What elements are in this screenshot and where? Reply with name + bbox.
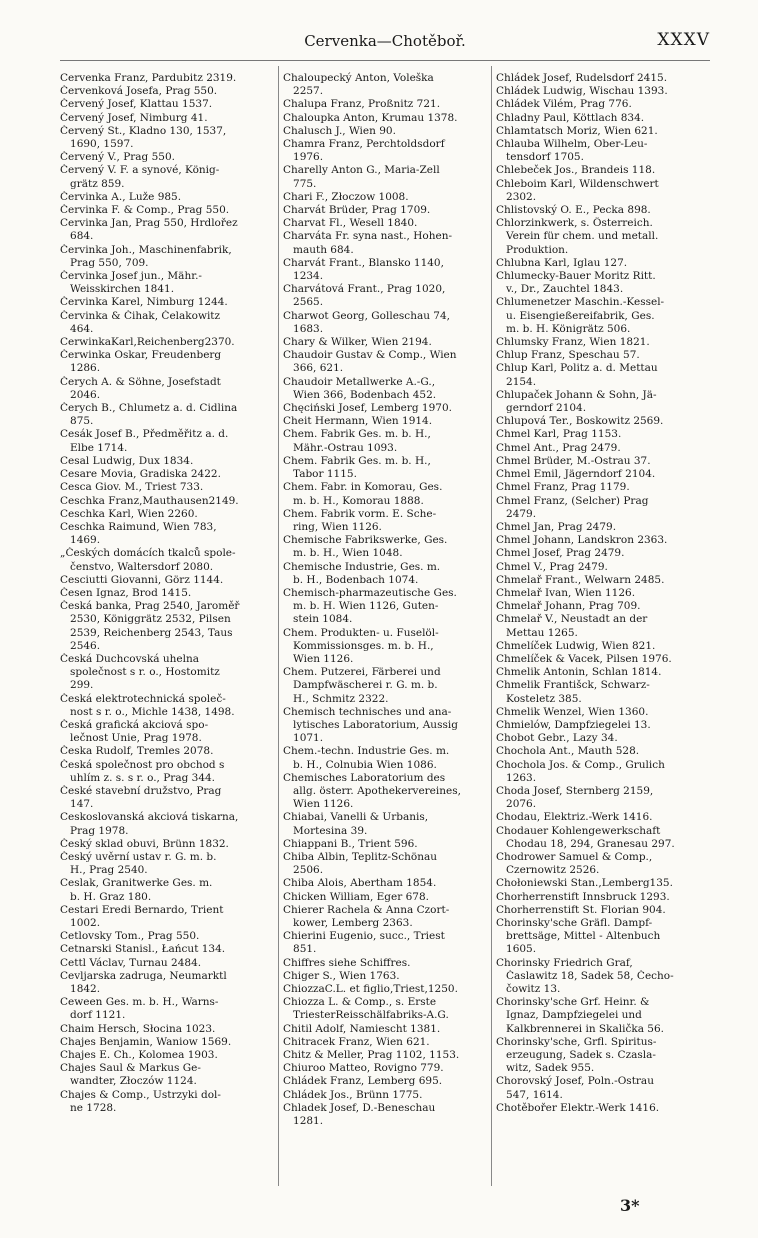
entry-line: Cheit Hermann, Wien 1914. (283, 415, 433, 428)
entry-line: Chmel V., Prag 2479. (496, 560, 608, 573)
entry-line: Červinka F. & Comp., Prag 550. (60, 204, 230, 217)
entry-line: Chmelik Wenzel, Wien 1360. (496, 705, 649, 718)
entry-line: Červinka Karel, Nimburg 1244. (60, 296, 228, 309)
entry-line: Červený Josef, Klattau 1537. (60, 98, 213, 111)
entry-line: wandter, Złoczów 1124. (60, 1075, 197, 1088)
entry-line: Chorinsky'sche Grf. Heinr. & (496, 996, 650, 1009)
entry-line: Cevljarska zadruga, Neumarktl (60, 969, 227, 982)
entry-line: Červenková Josefa, Prag 550. (60, 85, 218, 98)
entry-line: 1071. (283, 732, 324, 745)
entry-line: Chiozza L. & Comp., s. Erste (283, 996, 437, 1009)
entry-line: Cesal Ludwig, Dux 1834. (60, 454, 194, 467)
entry-line: Chaloupecký Anton, Voleška (283, 72, 434, 84)
entry-line: 147. (60, 798, 94, 811)
entry-line: Wien 366, Bodenbach 452. (283, 388, 437, 401)
entry-line: Chlup Franz, Speschau 57. (496, 349, 640, 362)
entry-line: Chochola Ant., Mauth 528. (496, 745, 640, 758)
entry-line: Chicken William, Eger 678. (283, 890, 429, 903)
entry-line: ChiozzaC.L. et figlio,Triest,1250. (283, 983, 458, 996)
entry-line: m. b. H. Königrätz 506. (496, 322, 631, 335)
entry-line: Chierini Eugenio, succ., Triest (283, 930, 445, 943)
entry-line: Chmel Josef, Prag 2479. (496, 547, 625, 560)
entry-line: Červinka Joh., Maschinenfabrik, (60, 243, 232, 256)
entry-line: Ceschka Raimund, Wien 783, (60, 520, 217, 533)
entry-line: Ignaz, Dampfziegelei und (496, 1009, 642, 1022)
entry-line: 2046. (60, 388, 101, 401)
entry-line: Červinka & Čihak, Čelakowitz (60, 309, 221, 322)
entry-line: 299. (60, 679, 94, 692)
entry-line: Chiba Albin, Teplitz-Schönau (283, 850, 438, 863)
entry-line: Červinka A., Luže 985. (60, 190, 182, 203)
entry-line: 2530, Königgrätz 2532, Pilsen (60, 613, 231, 626)
entry-line: Chajes & Comp., Ustrzyki dol- (60, 1088, 221, 1101)
entry-line: Chemisch technisches und ana- (283, 705, 452, 718)
entry-line: Charvátová Frant., Prag 1020, (283, 283, 446, 296)
entry-line: mauth 684. (283, 243, 354, 256)
entry-line: b. H., Colnubia Wien 1086. (283, 758, 437, 771)
entry-line: 2479. (496, 507, 537, 520)
entry-line: 547, 1614. (496, 1088, 563, 1101)
entry-line: Chorovský Josef, Poln.-Ostrau (496, 1075, 654, 1088)
entry-line: 775. (283, 177, 317, 190)
entry-line: Chiba Alois, Abertham 1854. (283, 877, 437, 890)
entry-line: Chladek Josef, D.-Beneschau (283, 1101, 436, 1114)
entry-line: Chemisch-pharmazeutische Ges. (283, 586, 457, 599)
entry-line: lečnost Unie, Prag 1978. (60, 732, 202, 745)
entry-line: Chládek Josef, Rudelsdorf 2415. (496, 72, 668, 84)
entry-line: Mortesina 39. (283, 824, 368, 837)
entry-line: Chmelař V., Neustadt an der (496, 613, 648, 626)
entry-line: Chiger S., Wien 1763. (283, 969, 400, 982)
entry-line: Chmelik Františck, Schwarz- (496, 679, 650, 692)
entry-line: Cesare Movia, Gradiska 2422. (60, 468, 221, 481)
entry-line: čenstvo, Waltersdorf 2080. (60, 560, 214, 573)
entry-line: Chlumenetzer Maschin.-Kessel- (496, 296, 665, 309)
entry-line: Chlamtatsch Moriz, Wien 621. (496, 124, 658, 137)
entry-line: Chlebeček Jos., Brandeis 118. (496, 164, 656, 177)
entry-line: m. b. H., Wien 1048. (283, 547, 403, 560)
entry-line: Chládek Vilém, Prag 776. (496, 98, 632, 111)
entry-line: witz, Sadek 955. (496, 1062, 595, 1075)
entry-line: 1234. (283, 270, 324, 283)
entry-line: Cesák Josef B., Předměřitz a. d. (60, 428, 229, 441)
entry-line: Chiappani B., Trient 596. (283, 837, 418, 850)
entry-line: Czernowitz 2526. (496, 864, 600, 877)
entry-line: Chmel Emil, Jägerndorf 2104. (496, 468, 656, 481)
entry-line: m. b. H., Komorau 1888. (283, 494, 424, 507)
entry-line: Český uvěrní ustav r. G. m. b. (60, 850, 217, 863)
entry-line: Chmel Franz, Prag 1179. (496, 481, 630, 494)
entry-line: Chotěbořer Elektr.-Werk 1416. (496, 1101, 660, 1114)
entry-line: Chem. Fabr. in Komorau, Ges. (283, 481, 443, 494)
column-3 (496, 72, 708, 1182)
entry-line: Chem. Fabrik vorm. E. Sche- (283, 507, 437, 520)
entry-line: erzeugung, Sadek s. Czasla- (496, 1049, 656, 1062)
entry-line: b. H., Bodenbach 1074. (283, 573, 419, 586)
entry-line: 1690, 1597. (60, 138, 134, 151)
entry-line: 1281. (283, 1115, 324, 1128)
entry-line: tensdorf 1705. (496, 151, 584, 164)
entry-line: Charvát Brüder, Prag 1709. (283, 204, 431, 217)
entry-line: Chem. Putzerei, Färberei und (283, 666, 441, 679)
entry-line: Chmel Johann, Landskron 2363. (496, 534, 668, 547)
entry-line: Čerych B., Chlumetz a. d. Cidlina (60, 402, 238, 415)
entry-line: 1976. (283, 151, 324, 164)
entry-line: 1002. (60, 917, 101, 929)
entry-line: Česká elektrotechnická společ- (60, 692, 226, 705)
entry-line: Ceween Ges. m. b. H., Warns- (60, 996, 219, 1009)
page-header (60, 30, 710, 56)
entry-line: Červený St., Kladno 130, 1537, (60, 124, 227, 137)
entry-line: Cervenka Franz, Pardubitz 2319. (60, 72, 237, 84)
entry-line: Chajes Benjamin, Waniow 1569. (60, 1035, 232, 1048)
entry-line: 2076. (496, 798, 537, 811)
entry-line: Chmelař Johann, Prag 709. (496, 600, 641, 613)
entry-line: v., Dr., Zauchtel 1843. (496, 283, 624, 296)
entry-line: Chiabai, Vanelli & Urbanis, (283, 811, 429, 824)
entry-line: Chołoniewski Stan.,Lemberg135. (496, 877, 673, 890)
column-divider (491, 66, 492, 1186)
entry-line: Mähr.-Ostrau 1093. (283, 441, 398, 454)
entry-line: Chmelíček & Vacek, Pilsen 1976. (496, 652, 672, 665)
entry-line: Chodau 18, 294, Granesau 297. (496, 837, 675, 850)
entry-line: Weisskirchen 1841. (60, 283, 175, 296)
entry-line: nost s r. o., Michle 1438, 1498. (60, 705, 235, 718)
entry-line: Chajes E. Ch., Kolomea 1903. (60, 1049, 218, 1062)
entry-line: Chlup Karl, Politz a. d. Mettau (496, 362, 658, 375)
entry-line: Prag 1978. (60, 824, 129, 837)
entry-line: Chaudoir Metallwerke A.-G., (283, 375, 436, 388)
entry-line: Chorherrenstift St. Florian 904. (496, 903, 666, 916)
entry-line: Chemische Fabrikswerke, Ges. (283, 534, 448, 547)
entry-line: Chmel Brüder, M.-Ostrau 37. (496, 454, 651, 467)
entry-line: Chlupaček Johann & Sohn, Jä- (496, 388, 657, 401)
entry-line: Chem. Fabrik Ges. m. b. H., (283, 428, 431, 441)
entry-line: H., Prag 2540. (60, 864, 148, 877)
entry-line: Cetlovsky Tom., Prag 550. (60, 930, 200, 943)
entry-line: Chlorzinkwerk, s. Österreich. (496, 217, 653, 230)
entry-line: „Českých domácích tkalců spole- (60, 547, 236, 560)
column-1 (60, 72, 272, 1182)
entry-line: Chlumsky Franz, Wien 1821. (496, 336, 650, 349)
entry-line: 2506. (283, 864, 324, 877)
entry-line: 2565. (283, 296, 324, 309)
entry-line: Červený V. F. a synové, König- (60, 164, 220, 177)
entry-line: Chochola Jos. & Comp., Grulich (496, 758, 665, 771)
entry-line: Chmielów, Dampfziegelei 13. (496, 718, 651, 731)
entry-line: Ceschka Karl, Wien 2260. (60, 507, 198, 520)
entry-line: Chmel Jan, Prag 2479. (496, 520, 617, 533)
entry-line: Chlistovský O. E., Pecka 898. (496, 204, 651, 217)
entry-line: 2546. (60, 639, 101, 652)
entry-line: 464. (60, 322, 94, 335)
entry-line: Chiffres siehe Schiffres. (283, 956, 411, 969)
entry-line: Chodau, Elektriz.-Werk 1416. (496, 811, 653, 824)
entry-line: Charwot Georg, Golleschau 74, (283, 309, 451, 322)
entry-line: Kalkbrennerei in Skalička 56. (496, 1022, 664, 1035)
entry-line: Kosteletz 385. (496, 692, 582, 705)
entry-line: ring, Wien 1126. (283, 520, 382, 533)
entry-line: Chęciński Josef, Lemberg 1970. (283, 402, 452, 415)
entry-line: Chorinsky'sche, Grfl. Spiritus- (496, 1035, 657, 1048)
entry-line: Chmel Franz, (Selcher) Prag (496, 494, 649, 507)
entry-line: dorf 1121. (60, 1009, 126, 1022)
entry-line: Česka Rudolf, Tremles 2078. (60, 745, 214, 758)
entry-line: Chládek Franz, Lemberg 695. (283, 1075, 443, 1088)
entry-line: stein 1084. (283, 613, 353, 626)
entry-line: Ceslak, Granitwerke Ges. m. (60, 877, 213, 890)
entry-line: 1605. (496, 943, 537, 956)
entry-line: 1286. (60, 362, 101, 375)
entry-line: 1683. (283, 322, 324, 335)
entry-line: Elbe 1714. (60, 441, 128, 454)
entry-line: Chaloupka Anton, Krumau 1378. (283, 111, 458, 124)
entry-line: 1469. (60, 534, 101, 547)
entry-line: TriesterReisschälfabriks-A.G. (283, 1009, 449, 1022)
entry-line: Chlupová Ter., Boskowitz 2569. (496, 415, 664, 428)
entry-line: 851. (283, 943, 317, 956)
signature-mark: 3* (620, 1196, 640, 1215)
entry-line: Prag 550, 709. (60, 256, 149, 269)
entry-line: lytisches Laboratorium, Aussig (283, 718, 458, 731)
entry-line: Wien 1126. (283, 798, 354, 811)
entry-line: Chmel Ant., Prag 2479. (496, 441, 621, 454)
entry-line: Cervinka Jan, Prag 550, Hrdlořez (60, 217, 238, 230)
entry-line: Chem. Fabrik Ges. m. b. H., (283, 454, 431, 467)
header-rule (60, 60, 710, 61)
entry-line: Český sklad obuvi, Brünn 1832. (60, 837, 229, 850)
entry-line: Charváta Fr. syna nast., Hohen- (283, 230, 452, 243)
entry-line: Mettau 1265. (496, 626, 578, 639)
entry-line: 2154. (496, 375, 537, 388)
entry-line: 2257. (283, 85, 324, 98)
entry-line: allg. österr. Apothekervereines, (283, 784, 461, 797)
entry-line: Chladny Paul, Köttlach 834. (496, 111, 645, 124)
entry-line: Dampfwäscherei r. G. m. b. (283, 679, 438, 692)
entry-line: Chajes Saul & Markus Ge- (60, 1062, 201, 1075)
entry-line: Chemisches Laboratorium des (283, 771, 446, 784)
entry-line: Charelly Anton G., Maria-Zell (283, 164, 440, 177)
entry-line: Česká banka, Prag 2540, Jaroměř (60, 600, 240, 613)
entry-line: b. H. Graz 180. (60, 890, 152, 903)
entry-line: Produktion. (496, 243, 569, 256)
entry-line: 1842. (60, 983, 101, 996)
entry-line: uhlím z. s. s r. o., Prag 344. (60, 771, 216, 784)
entry-line: m. b. H. Wien 1126, Guten- (283, 600, 439, 613)
entry-line: čowitz 13. (496, 983, 561, 996)
entry-line: Časlawitz 18, Sadek 58, Čecho- (496, 969, 674, 982)
entry-line: Chlumecky-Bauer Moritz Ritt. (496, 270, 656, 283)
entry-line: Cetnarski Stanisl., Łańcut 134. (60, 943, 226, 956)
entry-line: CerwinkaKarl,Reichenberg2370. (60, 336, 235, 349)
entry-line: Chari F., Złoczow 1008. (283, 190, 409, 203)
entry-line: Chorherrenstift Innsbruck 1293. (496, 890, 670, 903)
entry-line: Chodrower Samuel & Comp., (496, 850, 653, 863)
entry-line: H., Schmitz 2322. (283, 692, 389, 705)
entry-line: Chemische Industrie, Ges. m. (283, 560, 441, 573)
entry-line: 366, 621. (283, 362, 344, 375)
entry-line: Chem.-techn. Industrie Ges. m. (283, 745, 450, 758)
entry-line: 1263. (496, 771, 537, 784)
entry-line: u. Eisengießereifabrik, Ges. (496, 309, 655, 322)
entry-line: Cestari Eredi Bernardo, Trient (60, 903, 224, 916)
entry-line: grätz 859. (60, 177, 125, 190)
entry-line: Chleboim Karl, Wildenschwert (496, 177, 659, 190)
column-2 (283, 72, 495, 1182)
entry-line: Chmelíček Ludwig, Wien 821. (496, 639, 656, 652)
entry-line: Kommissionsges. m. b. H., (283, 639, 434, 652)
entry-line: Chitil Adolf, Namiescht 1381. (283, 1022, 441, 1035)
entry-line: Česká společnost pro obchod s (60, 758, 225, 771)
running-title: Cervenka—Chotěboř. (304, 32, 466, 50)
page-number: XXXV (657, 30, 710, 50)
entry-line: České stavební družstvo, Prag (60, 784, 222, 797)
entry-line: Verein für chem. und metall. (496, 230, 659, 243)
entry-line: Česká Duchcovská uhelna (60, 652, 200, 665)
entry-line: Wien 1126. (283, 652, 354, 665)
entry-line: Cesca Giov. M., Triest 733. (60, 481, 204, 494)
entry-line: Charvát Frant., Blansko 1140, (283, 256, 444, 269)
entry-line: kower, Lemberg 2363. (283, 917, 413, 929)
entry-line: Chaudoir Gustav & Comp., Wien (283, 349, 457, 362)
entry-line: Cettl Václav, Turnau 2484. (60, 956, 202, 969)
entry-line: 2539, Reichenberg 2543, Taus (60, 626, 233, 639)
entry-line: Česká grafická akciová spo- (60, 718, 209, 731)
entry-line: Chitz & Meller, Prag 1102, 1153. (283, 1049, 460, 1062)
entry-line: gerndorf 2104. (496, 402, 587, 415)
entry-line: Chodauer Kohlengewerkschaft (496, 824, 661, 837)
entry-line: Červený Josef, Nimburg 41. (60, 111, 208, 124)
entry-line: 2302. (496, 190, 537, 203)
entry-line: Tabor 1115. (283, 468, 357, 481)
entry-line: 875. (60, 415, 94, 428)
entry-line: Chaim Hersch, Słocina 1023. (60, 1022, 216, 1035)
entry-line: Čerwinka Oskar, Freudenberg (60, 349, 222, 362)
entry-line: Chlubna Karl, Iglau 127. (496, 256, 628, 269)
entry-line: brettsäge, Mittel - Altenbuch (496, 930, 661, 943)
entry-line: Chmelař Frant., Welwarn 2485. (496, 573, 665, 586)
entry-line: Chládek Ludwig, Wischau 1393. (496, 85, 668, 98)
entry-line: Chitracek Franz, Wien 621. (283, 1035, 430, 1048)
entry-line: Chmelik Antonin, Schlan 1814. (496, 666, 662, 679)
entry-line: Ceskoslovanská akciová tiskarna, (60, 811, 239, 824)
entry-line: Choda Josef, Sternberg 2159, (496, 784, 654, 797)
entry-line: Česen Ignaz, Brod 1415. (60, 586, 192, 599)
entry-line: Chorinsky'sche Gräfl. Dampf- (496, 917, 653, 929)
entry-line: Chiuroo Matteo, Rovigno 779. (283, 1062, 444, 1075)
column-divider (278, 66, 279, 1186)
entry-line: Chlauba Wilhelm, Ober-Leu- (496, 138, 648, 151)
entry-line: Chorinsky Friedrich Graf, (496, 956, 633, 969)
entry-line: Cesciutti Giovanni, Görz 1144. (60, 573, 224, 586)
entry-line: společnost s r. o., Hostomitz (60, 666, 220, 679)
entry-line: Červinka Josef jun., Mähr.- (60, 270, 202, 283)
entry-line: Chalusch J., Wien 90. (283, 124, 396, 137)
entry-line: ne 1728. (60, 1101, 117, 1114)
entry-line: Chary & Wilker, Wien 2194. (283, 336, 432, 349)
entry-line: Chalupa Franz, Proßnitz 721. (283, 98, 441, 111)
entry-line: Chmelař Ivan, Wien 1126. (496, 586, 636, 599)
entry-line: Chamra Franz, Perchtoldsdorf (283, 138, 445, 151)
entry-line: Chierer Rachela & Anna Czort- (283, 903, 450, 916)
entry-line: Červený V., Prag 550. (60, 151, 175, 164)
entry-line: Chobot Gebr., Lazy 34. (496, 732, 618, 745)
entry-line: Charvat Fl., Wesell 1840. (283, 217, 418, 230)
entry-line: Chmel Karl, Prag 1153. (496, 428, 622, 441)
entry-line: Ceschka Franz,Mauthausen2149. (60, 494, 239, 507)
entry-line: Chládek Jos., Brünn 1775. (283, 1088, 423, 1101)
entry-line: Chem. Produkten- u. Fuselöl- (283, 626, 439, 639)
entry-line: Čerych A. & Söhne, Josefstadt (60, 375, 221, 388)
entry-line: 684. (60, 230, 94, 243)
